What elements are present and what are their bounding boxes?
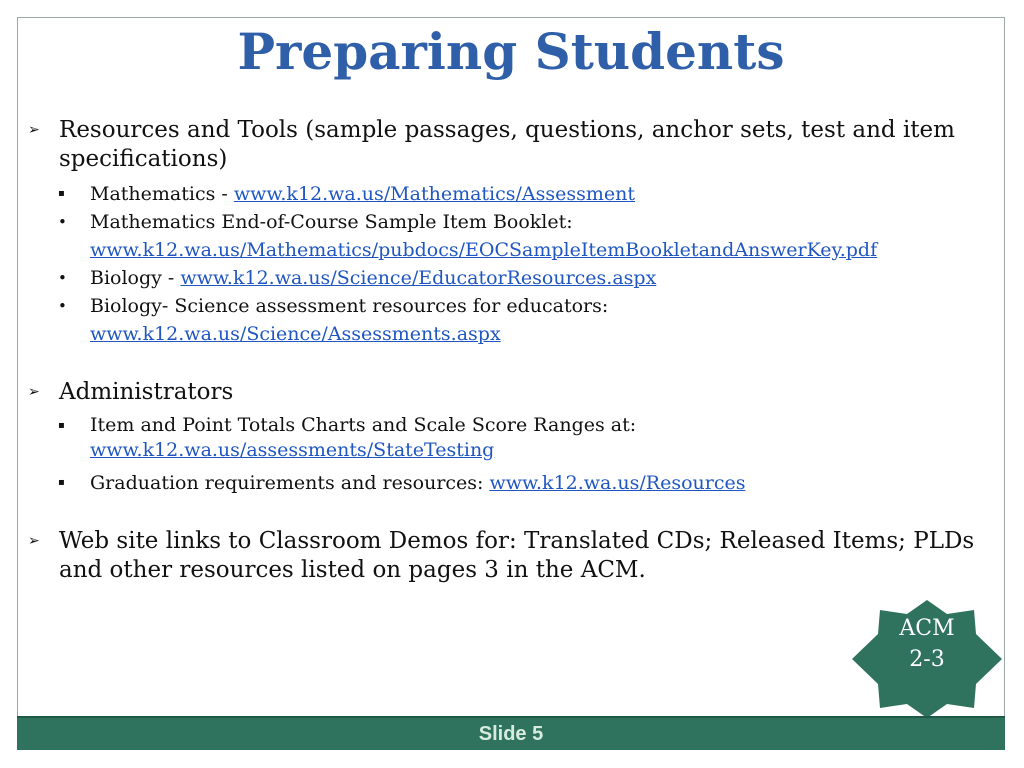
footer-bar — [17, 716, 1005, 750]
bullet-text: Administrators — [59, 379, 234, 405]
subitem-text: Biology - — [90, 267, 181, 289]
subitem-text: Mathematics End-of-Course Sample Item Booklet: — [90, 211, 573, 233]
bullet-resources-and-tools — [28, 116, 988, 174]
arrowhead-bullet-icon: ➢ — [28, 533, 40, 549]
arrowhead-bullet-icon: ➢ — [28, 122, 40, 138]
subitem-text: Biology- Science assessment resources for educators: — [90, 295, 609, 317]
dot-bullet-icon: • — [58, 297, 67, 315]
bullet-administrators — [28, 378, 988, 407]
subitem-mathematics — [28, 180, 988, 208]
eoc-sample-booklet-link[interactable]: www.k12.wa.us/Mathematics/pubdocs/EOCSampleItemBookletandAnswerKey.pdf — [90, 239, 878, 261]
arrowhead-bullet-icon: ➢ — [28, 384, 40, 400]
subitem-item-point-totals — [28, 413, 988, 463]
subitem-text: Graduation requirements and resources: — [90, 472, 490, 494]
bullet-web-site-links — [28, 527, 988, 585]
acm-badge-line2: 2-3 — [909, 647, 945, 672]
subitem-biology — [28, 264, 988, 292]
subitem-biology-assessment-resources — [28, 292, 988, 348]
subitem-graduation-requirements — [28, 469, 988, 497]
slide-title: Preparing Students — [237, 22, 785, 81]
acm-badge-label — [852, 613, 1002, 675]
square-bullet-icon: ▪ — [58, 188, 65, 199]
slide-number: Slide 5 — [478, 723, 544, 745]
dot-bullet-icon: • — [58, 269, 67, 287]
science-assessments-link[interactable]: www.k12.wa.us/Science/Assessments.aspx — [90, 323, 501, 345]
state-testing-link[interactable]: www.k12.wa.us/assessments/StateTesting — [90, 439, 495, 461]
dot-bullet-icon: • — [58, 213, 67, 231]
acm-badge-line1: ACM — [899, 616, 955, 641]
bullet-text: Web site links to Classroom Demos for: Translated CDs; Released Items; PLDs and other resources listed on pages 3 in the ACM. — [59, 528, 975, 583]
resources-link[interactable]: www.k12.wa.us/Resources — [489, 472, 746, 494]
square-bullet-icon: ▪ — [58, 477, 65, 488]
slide-content — [28, 116, 988, 585]
biology-educator-resources-link[interactable]: www.k12.wa.us/Science/EducatorResources.aspx — [180, 267, 657, 289]
bullet-text: Resources and Tools (sample passages, questions, anchor sets, test and item specifications) — [59, 117, 955, 172]
subitem-text: Item and Point Totals Charts and Scale Score Ranges at: — [90, 414, 637, 436]
subitem-mathematics-eoc-booklet — [28, 208, 988, 264]
mathematics-assessment-link[interactable]: www.k12.wa.us/Mathematics/Assessment — [233, 183, 636, 205]
square-bullet-icon: ▪ — [58, 420, 65, 431]
subitem-text: Mathematics - — [90, 183, 234, 205]
